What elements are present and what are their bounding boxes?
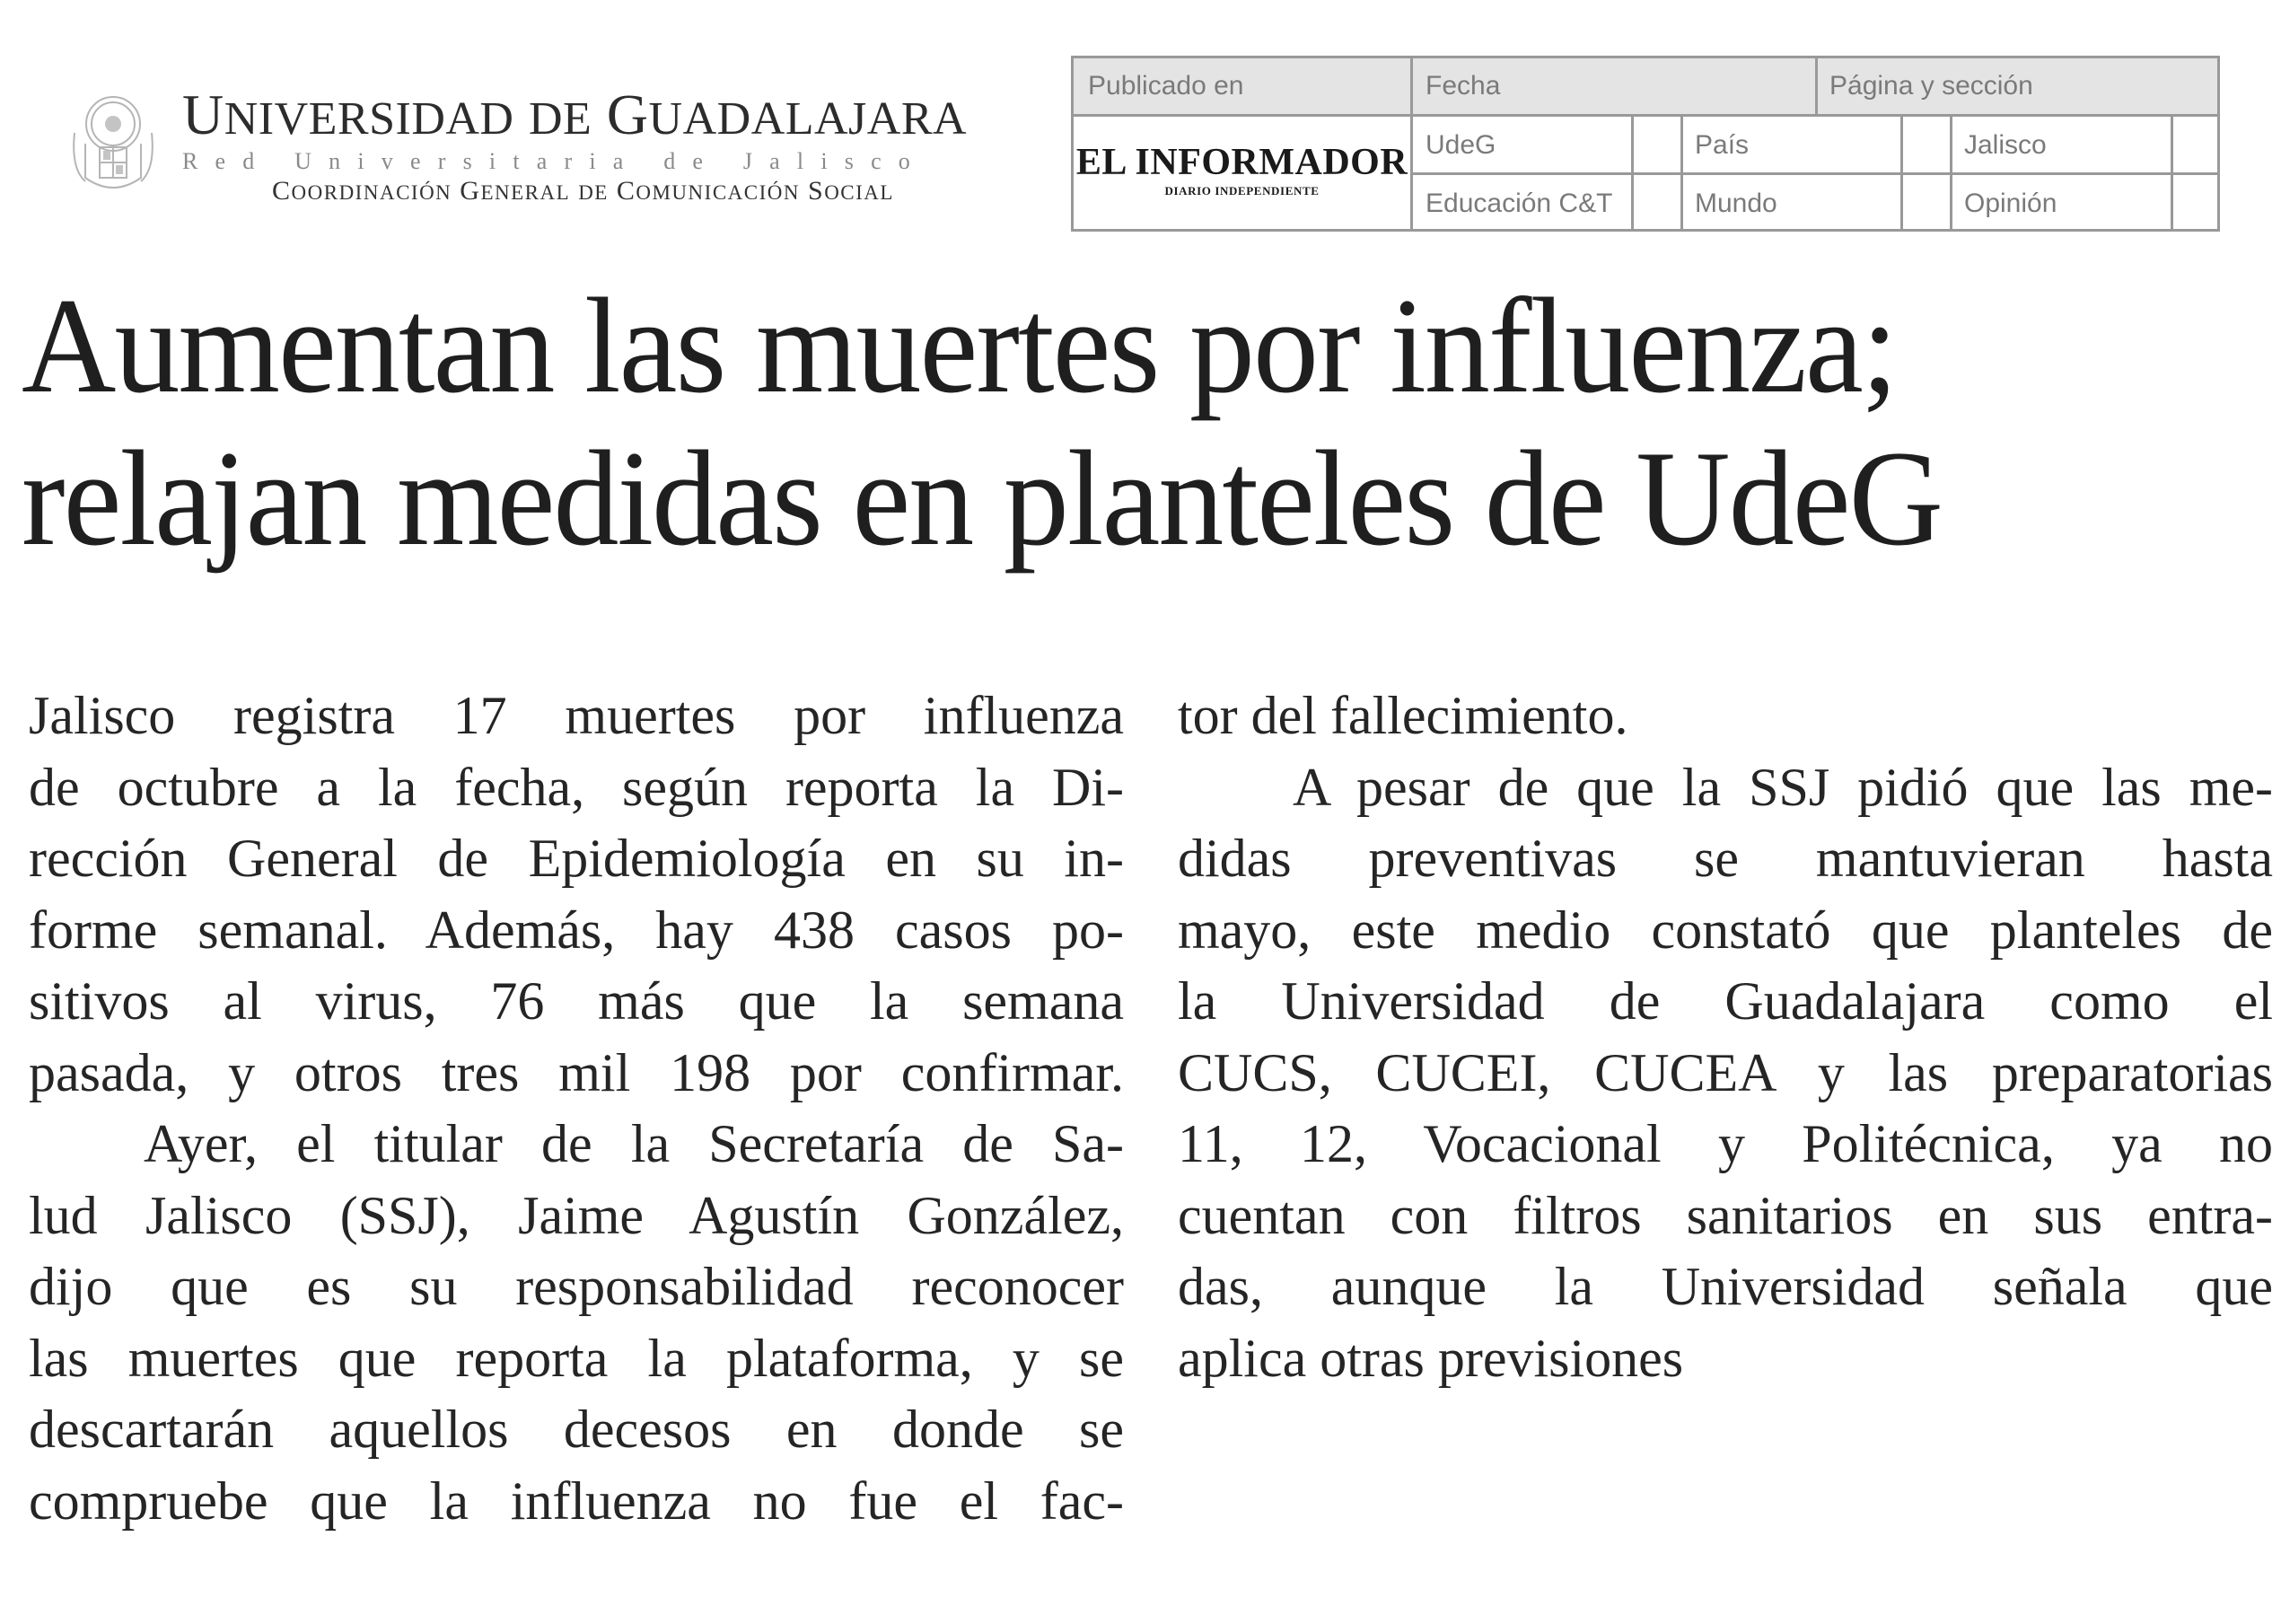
table-header-row — [1074, 58, 2217, 114]
body-line: aplica otras previsiones — [1178, 1328, 1684, 1388]
newspaper-logo — [1074, 115, 1410, 232]
headline-line-1: Aumentan las muertes por influenza; — [22, 270, 1897, 421]
body-line: la Universidad de Guadalajara como el — [1178, 971, 2273, 1031]
body-line: de octubre a la fecha, según reporta la Di- — [29, 757, 1124, 817]
published-in-label: Publicado en — [1088, 71, 1244, 101]
headline-line-2: relajan medidas en planteles de UdeG — [22, 423, 1943, 574]
body-line: compruebe que la influenza no fue el fac- — [29, 1470, 1124, 1531]
body-line: Ayer, el titular de la Secretaría de Sa- — [144, 1114, 1124, 1173]
body-line: lud Jalisco (SSJ), Jaime Agustín González, — [29, 1185, 1124, 1245]
university-network: Red Universitaria de Jalisco — [182, 148, 928, 174]
university-name: UNIVERSIDAD DE GUADALAJARA — [182, 83, 968, 146]
university-seal-icon — [67, 88, 159, 194]
body-line: A pesar de que la SSJ pidió que las me- — [1293, 757, 2273, 817]
section-jalisco: Jalisco — [1964, 130, 2047, 160]
newspaper-name: EL INFORMADOR — [1075, 142, 1408, 183]
body-line: tor del fallecimiento. — [1178, 686, 1628, 745]
body-line: das, aunque la Universidad señala que — [1178, 1257, 2273, 1316]
coordination-title: COORDINACIÓN GENERAL DE COMUNICACIÓN SOCIAL — [272, 176, 894, 206]
article-headline — [22, 269, 2176, 575]
section-mundo: Mundo — [1695, 189, 1777, 218]
date-label: Fecha — [1426, 71, 1501, 101]
body-line: descartarán aquellos decesos en donde se — [29, 1400, 1124, 1459]
body-line: cuentan con filtros sanitarios en sus entra- — [1178, 1185, 2273, 1245]
body-line: CUCS, CUCEI, CUCEA y las preparatorias — [1178, 1042, 2273, 1102]
body-line: Jalisco registra 17 muertes por influenza — [29, 686, 1124, 745]
article-column-left — [29, 680, 1124, 1537]
section-pais: País — [1695, 130, 1750, 160]
body-line: forme semanal. Además, hay 438 casos po- — [29, 900, 1124, 960]
body-line: dijo que es su responsabilidad reconocer — [29, 1257, 1124, 1316]
page-section-label: Página y sección — [1829, 71, 2033, 101]
newspaper-subtitle: DIARIO INDEPENDIENTE — [1164, 184, 1320, 198]
body-line: las muertes que reporta la plataforma, y se — [29, 1328, 1124, 1388]
section-educacion: Educación C&T — [1426, 189, 1613, 218]
body-line: 11, 12, Vocacional y Politécnica, ya no — [1178, 1114, 2273, 1173]
body-line: sitivos al virus, 76 más que la semana — [29, 971, 1124, 1031]
university-header — [67, 74, 1032, 208]
article-column-right — [1178, 680, 2273, 1394]
publication-info-table — [1071, 56, 2220, 232]
section-udeg: UdeG — [1426, 130, 1496, 160]
body-line: mayo, este medio constató que planteles de — [1178, 900, 2273, 960]
body-line: rección General de Epidemiología en su in- — [29, 829, 1124, 888]
body-line: pasada, y otros tres mil 198 por confirmar. — [29, 1042, 1124, 1102]
body-line: didas preventivas se mantuvieran hasta — [1178, 829, 2273, 888]
section-opinion: Opinión — [1964, 189, 2057, 218]
